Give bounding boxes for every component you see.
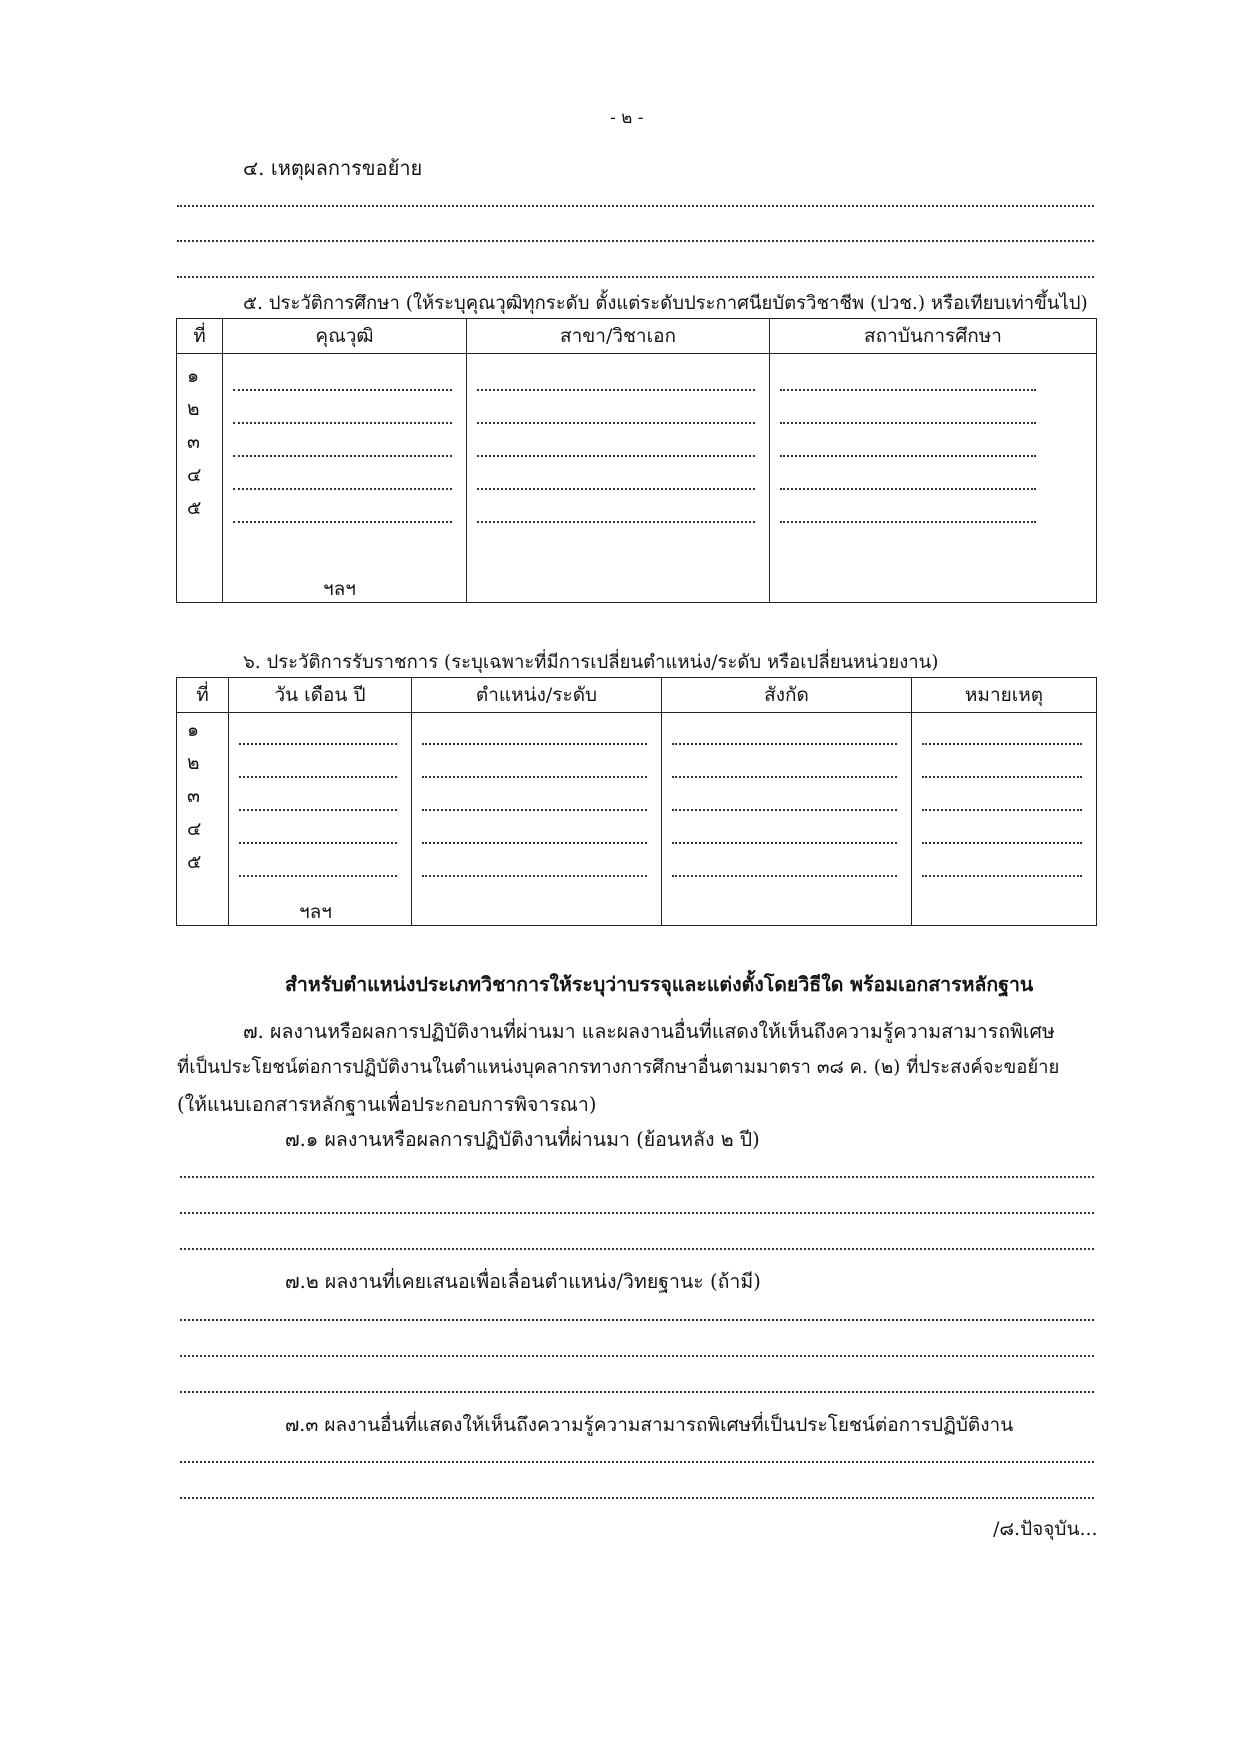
col-header-qualification: คุณวุฒิ	[223, 319, 467, 354]
remarks-line[interactable]	[922, 776, 1082, 778]
major-line[interactable]	[477, 455, 755, 457]
col-header-remarks: หมายเหตุ	[912, 678, 1097, 713]
section7-1-title: ๗.๑ ผลงานหรือผลการปฏิบัติงานที่ผ่านมา (ย้อนหลัง ๒ ปี)	[285, 1128, 760, 1151]
section4-line-2	[177, 240, 1094, 242]
section7-2-line-2	[180, 1355, 1094, 1357]
row-number: ๓	[187, 431, 200, 453]
position-line[interactable]	[422, 776, 647, 778]
col-header-institution: สถาบันการศึกษา	[770, 319, 1097, 354]
continuation-marker: /๘.ปัจจุบัน...	[993, 1518, 1098, 1540]
institution-line[interactable]	[780, 389, 1036, 391]
major-line[interactable]	[477, 488, 755, 490]
page-number: - ๒ -	[610, 108, 644, 128]
section7-3-title: ๗.๓ ผลงานอื่นที่แสดงให้เห็นถึงความรู้ความสามารถพิเศษที่เป็นประโยชน์ต่อการปฏิบัติงาน	[285, 1414, 1014, 1436]
institution-line[interactable]	[780, 488, 1036, 490]
section4-line-1	[177, 205, 1094, 207]
section4-line-3	[177, 276, 1094, 278]
qualification-line[interactable]	[233, 521, 452, 523]
qualification-line[interactable]	[233, 389, 452, 391]
remarks-line[interactable]	[922, 842, 1082, 844]
row-number: ๕	[187, 851, 202, 873]
date-line[interactable]	[239, 743, 397, 745]
date-cells	[229, 713, 412, 926]
section7-line-1: ๗. ผลงานหรือผลการปฏิบัติงานที่ผ่านมา และผลงานอื่นที่แสดงให้เห็นถึงความรู้ความสามารถพิเศษ	[243, 1020, 1055, 1043]
col-header-position: ตำแหน่ง/ระดับ	[412, 678, 662, 713]
section7-3-line-1	[180, 1461, 1094, 1463]
position-line[interactable]	[422, 875, 647, 877]
institution-line[interactable]	[780, 455, 1036, 457]
section5-title: ๕. ประวัติการศึกษา (ให้ระบุคุณวุฒิทุกระดับ ตั้งแต่ระดับประกาศนียบัตรวิชาชีพ (ปวช.) หรือเทียบเท่าขึ้นไป)	[243, 293, 1088, 314]
section7-2-line-3	[180, 1391, 1094, 1393]
section7-line-2: ที่เป็นประโยชน์ต่อการปฏิบัติงานในตำแหน่งบุคลากรทางการศึกษาอื่นตามมาตรา ๓๘ ค. (๒) ที่ประสงค์จะขอย้าย	[177, 1057, 1060, 1078]
section7-1-line-3	[180, 1248, 1094, 1250]
date-line[interactable]	[239, 809, 397, 811]
section7-1-line-1	[180, 1176, 1094, 1178]
affiliation-line[interactable]	[672, 776, 897, 778]
row-number: ๓	[187, 785, 200, 807]
institution-line[interactable]	[780, 521, 1036, 523]
affiliation-line[interactable]	[672, 743, 897, 745]
row-number: ๒	[187, 398, 200, 420]
major-cells	[467, 354, 770, 603]
position-line[interactable]	[422, 842, 647, 844]
institution-cells	[770, 354, 1097, 603]
row-number: ๔	[187, 818, 202, 840]
qualification-line[interactable]	[233, 422, 452, 424]
affiliation-line[interactable]	[672, 875, 897, 877]
col-header-no: ที่	[177, 319, 223, 354]
major-line[interactable]	[477, 521, 755, 523]
row-numbers	[177, 713, 229, 926]
row-number: ๒	[187, 752, 200, 774]
qualification-cells	[223, 354, 467, 603]
row-number: ๔	[187, 464, 202, 486]
academic-position-note: สำหรับตำแหน่งประเภทวิชาการให้ระบุว่าบรรจุและแต่งตั้งโดยวิธีใด พร้อมเอกสารหลักฐาน	[285, 973, 1034, 996]
education-table	[176, 318, 1097, 603]
position-line[interactable]	[422, 809, 647, 811]
date-line[interactable]	[239, 776, 397, 778]
remarks-line[interactable]	[922, 875, 1082, 877]
etc-label: ฯลฯ	[299, 901, 332, 923]
section6-title: ๖. ประวัติการรับราชการ (ระบุเฉพาะที่มีการเปลี่ยนตำแหน่ง/ระดับ หรือเปลี่ยนหน่วยงาน)	[243, 652, 939, 673]
row-numbers	[177, 354, 223, 603]
major-line[interactable]	[477, 422, 755, 424]
major-line[interactable]	[477, 389, 755, 391]
affiliation-line[interactable]	[672, 809, 897, 811]
date-line[interactable]	[239, 842, 397, 844]
institution-line[interactable]	[780, 422, 1036, 424]
remarks-cells	[912, 713, 1097, 926]
section7-3-line-2	[180, 1497, 1094, 1499]
section4-title: ๔. เหตุผลการขอย้าย	[243, 156, 423, 180]
remarks-line[interactable]	[922, 743, 1082, 745]
date-line[interactable]	[239, 875, 397, 877]
section7-line-3: (ให้แนบเอกสารหลักฐานเพื่อประกอบการพิจารณา)	[177, 1093, 597, 1116]
col-header-date: วัน เดือน ปี	[229, 678, 412, 713]
col-header-affiliation: สังกัด	[662, 678, 912, 713]
qualification-line[interactable]	[233, 455, 452, 457]
col-header-major: สาขา/วิชาเอก	[467, 319, 770, 354]
service-history-table	[176, 677, 1097, 926]
remarks-line[interactable]	[922, 809, 1082, 811]
etc-label: ฯลฯ	[323, 578, 356, 600]
row-number: ๑	[187, 365, 200, 387]
section7-1-line-2	[180, 1212, 1094, 1214]
position-cells	[412, 713, 662, 926]
row-number: ๑	[187, 719, 200, 741]
section7-2-title: ๗.๒ ผลงานที่เคยเสนอเพื่อเลื่อนตำแหน่ง/วิทยฐานะ (ถ้ามี)	[285, 1270, 761, 1293]
position-line[interactable]	[422, 743, 647, 745]
affiliation-cells	[662, 713, 912, 926]
qualification-line[interactable]	[233, 488, 452, 490]
row-number: ๕	[187, 497, 202, 519]
affiliation-line[interactable]	[672, 842, 897, 844]
col-header-no: ที่	[177, 678, 229, 713]
section7-2-line-1	[180, 1319, 1094, 1321]
